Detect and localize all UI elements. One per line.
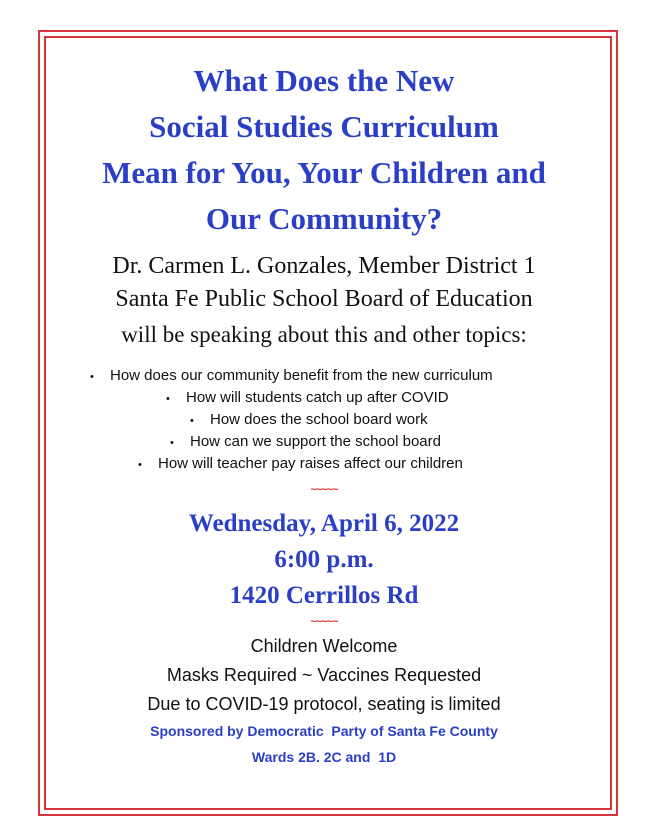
speaker-block bbox=[0, 250, 648, 316]
bullet-icon: • bbox=[166, 393, 170, 405]
note-children: Children Welcome bbox=[250, 636, 398, 656]
topic-text: How will students catch up after COVID bbox=[186, 389, 449, 406]
sponsor-line-1: Sponsored by Democratic Party of Santa Fe County bbox=[150, 723, 498, 739]
event-location: 1420 Cerrillos Rd bbox=[229, 582, 419, 609]
note-masks: Masks Required ~ Vaccines Requested bbox=[166, 665, 482, 685]
list-item bbox=[170, 433, 441, 450]
flyer-title bbox=[0, 58, 648, 242]
bullet-icon: • bbox=[170, 437, 174, 449]
bullet-icon: • bbox=[90, 371, 94, 383]
title-line-3: Mean for You, Your Children and bbox=[102, 155, 546, 190]
event-details bbox=[0, 506, 648, 614]
sponsor-line-2: Wards 2B. 2C and 1D bbox=[251, 749, 397, 765]
title-line-2: Social Studies Curriculum bbox=[149, 109, 499, 144]
list-item bbox=[138, 455, 463, 472]
event-date: Wednesday, April 6, 2022 bbox=[188, 510, 460, 537]
topic-text: How does the school board work bbox=[210, 411, 428, 428]
note-seating: Due to COVID-19 protocol, seating is limited bbox=[147, 694, 501, 714]
event-time: 6:00 p.m. bbox=[274, 546, 374, 573]
divider-top: ~~~~~ bbox=[310, 484, 338, 496]
sponsor-block bbox=[0, 718, 648, 770]
topic-text: How does our community benefit from the new curriculum bbox=[110, 367, 493, 384]
topic-text: How can we support the school board bbox=[190, 433, 441, 450]
speaker-organization: Santa Fe Public School Board of Education bbox=[115, 286, 533, 312]
list-item bbox=[90, 367, 493, 384]
title-line-1: What Does the New bbox=[193, 63, 455, 98]
list-item bbox=[190, 411, 428, 428]
list-item bbox=[166, 389, 449, 406]
divider-bottom: ~~~~~ bbox=[310, 616, 338, 628]
title-line-4: Our Community? bbox=[205, 201, 443, 236]
topic-text: How will teacher pay raises affect our children bbox=[158, 455, 463, 472]
bullet-icon: • bbox=[190, 415, 194, 427]
speaker-name: Dr. Carmen L. Gonzales, Member District 1 bbox=[112, 253, 536, 279]
bullet-icon: • bbox=[138, 459, 142, 471]
topics-intro: will be speaking about this and other topics: bbox=[121, 322, 527, 347]
event-notes bbox=[0, 632, 648, 719]
